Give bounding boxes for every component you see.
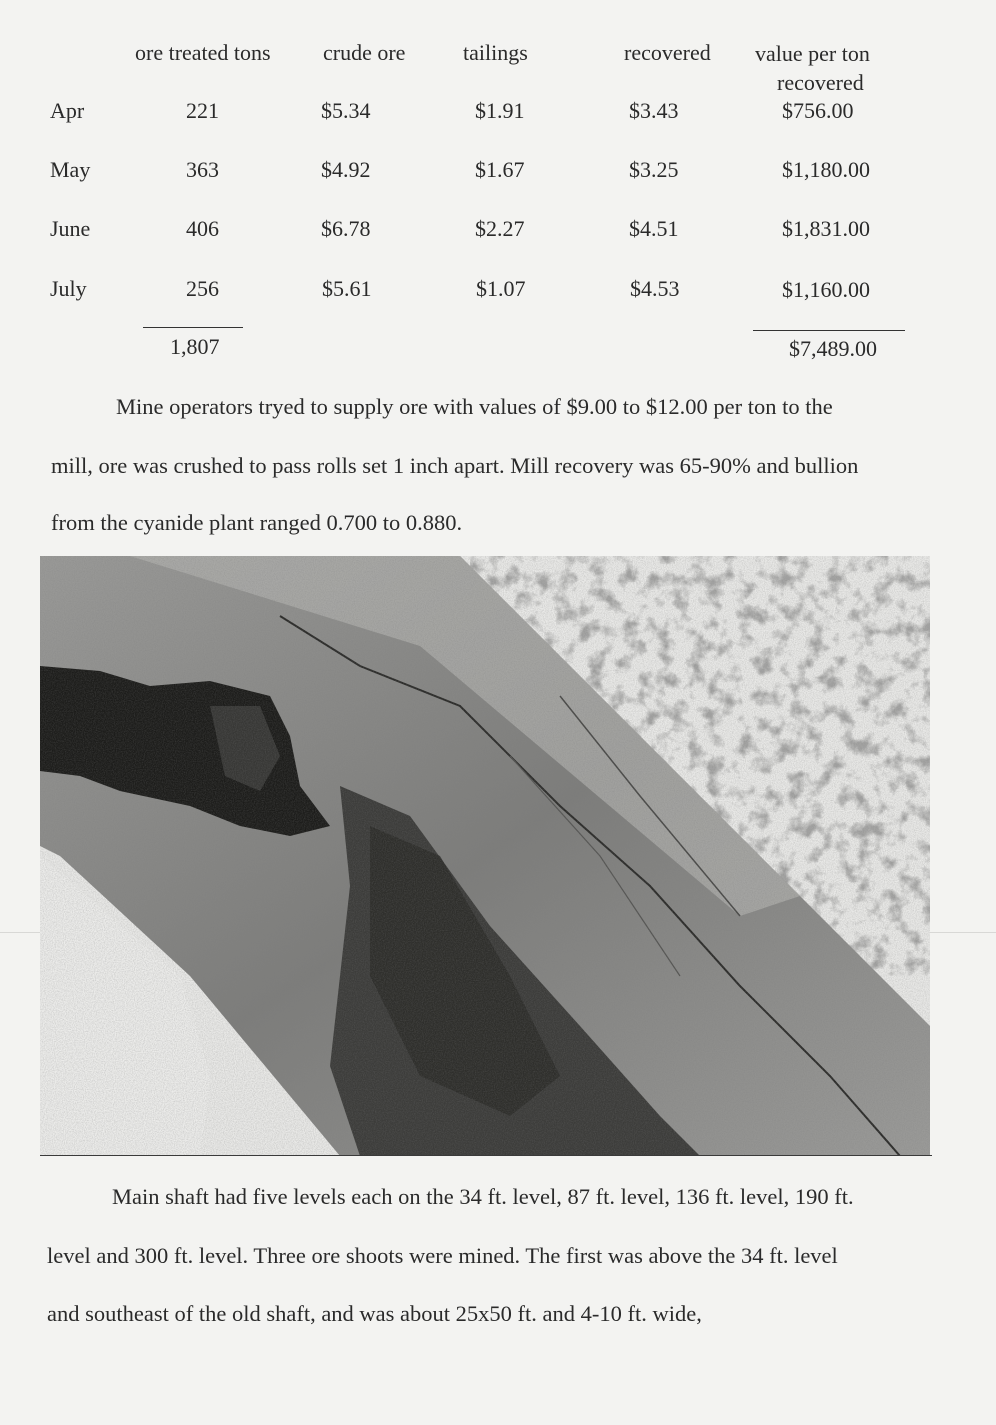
row-tons: 221 <box>186 98 219 123</box>
row-tailings: $2.27 <box>475 216 525 241</box>
row-month: June <box>50 216 91 241</box>
row-value: $756.00 <box>782 98 854 123</box>
row-tailings: $1.07 <box>476 276 526 301</box>
header-tailings: tailings <box>463 40 528 65</box>
photo-bottom-border <box>40 1155 932 1156</box>
row-crude: $5.34 <box>321 98 371 123</box>
header-recovered: recovered <box>624 40 711 65</box>
paragraph-line: and southeast of the old shaft, and was about 25x50 ft. and 4-10 ft. wide, <box>47 1301 702 1326</box>
paragraph-line: level and 300 ft. level. Three ore shoots were mined. The first was above the 34 ft. level <box>47 1243 838 1268</box>
row-tons: 363 <box>186 157 219 182</box>
row-recovered: $3.43 <box>629 98 679 123</box>
row-month: Apr <box>50 98 85 123</box>
paragraph-line: Main shaft had five levels each on the 34 ft. level, 87 ft. level, 136 ft. level, 190 ft. <box>112 1184 854 1209</box>
rock-face-image <box>40 556 930 1156</box>
header-crude-ore: crude ore <box>323 40 406 65</box>
header-value-recovered: recovered <box>777 70 864 95</box>
row-recovered: $4.53 <box>630 276 680 301</box>
paragraph-line: mill, ore was crushed to pass rolls set 1 inch apart. Mill recovery was 65-90% and bullion <box>51 453 859 478</box>
header-ore-treated: ore treated tons <box>135 40 271 65</box>
header-value-per-ton: value per ton <box>755 41 870 66</box>
tons-total-rule <box>143 327 243 328</box>
row-tons: 256 <box>186 276 219 301</box>
total-value: $7,489.00 <box>789 336 877 361</box>
row-month: July <box>50 276 87 301</box>
row-value: $1,180.00 <box>782 157 870 182</box>
row-recovered: $3.25 <box>629 157 679 182</box>
row-month: May <box>50 157 91 182</box>
row-crude: $6.78 <box>321 216 371 241</box>
total-tons: 1,807 <box>170 334 220 359</box>
row-recovered: $4.51 <box>629 216 679 241</box>
row-tailings: $1.91 <box>475 98 525 123</box>
mine-photograph <box>40 556 930 1156</box>
value-total-rule <box>753 330 905 331</box>
row-tailings: $1.67 <box>475 157 525 182</box>
row-tons: 406 <box>186 216 219 241</box>
row-value: $1,160.00 <box>782 277 870 302</box>
paragraph-line: Mine operators tryed to supply ore with values of $9.00 to $12.00 per ton to the <box>116 394 833 419</box>
paragraph-line: from the cyanide plant ranged 0.700 to 0.880. <box>51 510 463 535</box>
row-value: $1,831.00 <box>782 216 870 241</box>
row-crude: $5.61 <box>322 276 372 301</box>
row-crude: $4.92 <box>321 157 371 182</box>
